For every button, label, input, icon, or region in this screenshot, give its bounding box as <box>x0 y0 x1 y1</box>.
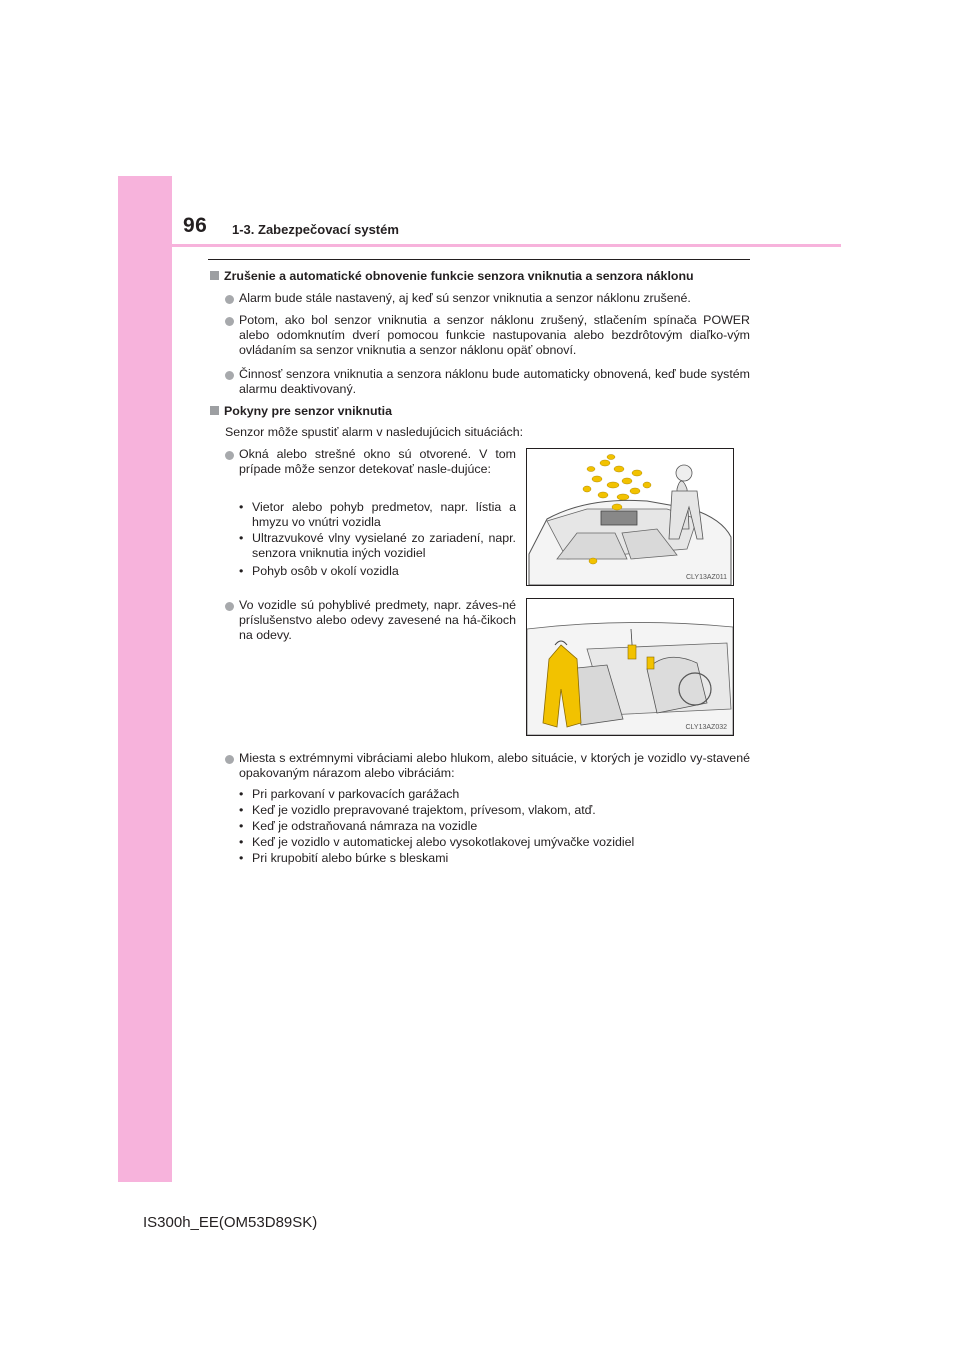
car-leaves-illustration <box>527 449 733 585</box>
sub-item: • Pohyb osôb v okolí vozidla <box>239 564 399 578</box>
round-bullet-icon <box>225 755 234 764</box>
round-bullet-icon <box>225 371 234 380</box>
round-bullet-icon <box>225 602 234 611</box>
round-bullet-icon <box>225 317 234 326</box>
bullet-text: Činnosť senzora vniknutia a senzora náklonu bude automaticky obnovená, keď bude systém alarmu deaktivovaný. <box>239 367 750 397</box>
sub-item: • Keď je vozidlo prepravované trajektom, prívesom, vlakom, atď. <box>239 803 596 817</box>
sub-item: • Vietor alebo pohyb predmetov, napr. lístia a hmyzu vo vnútri vozidla <box>239 500 516 530</box>
bullet-text: Potom, ako bol senzor vniknutia a senzor náklonu zrušený, stlačením spínača POWER alebo odomknutím dverí pomocou funkcie nastupovania alebo bezdrôtovým diaľko-vým ovládaním sa senzor vniknutia a senzor náklonu opäť obnoví. <box>239 313 750 358</box>
sub-item: • Keď je odstraňovaná námraza na vozidle <box>239 819 478 833</box>
section-intro: Senzor môže spustiť alarm v nasledujúcich situáciách: <box>225 425 524 439</box>
bullet-text: Vo vozidle sú pohyblivé predmety, napr. záves-né príslušenstvo alebo odevy zavesené na há-čikoch na odevy. <box>239 598 516 643</box>
sub-item: • Keď je vozidlo v automatickej alebo vysokotlakovej umývačke vozidiel <box>239 835 635 849</box>
sub-item: • Pri krupobití alebo búrke s bleskami <box>239 851 449 865</box>
round-bullet-icon <box>225 451 234 460</box>
round-bullet-icon <box>225 295 234 304</box>
sub-item: • Pri parkovaní v parkovacích garážach <box>239 787 460 801</box>
page-number: 96 <box>183 214 208 237</box>
car-interior-illustration <box>527 599 733 735</box>
sub-item: • Ultrazvukové vlny vysielané zo zariadení, napr. senzora vniknutia iných vozidiel <box>239 531 516 561</box>
content-top-rule <box>208 259 750 260</box>
figure-car-interior <box>526 598 734 736</box>
footer-model-code: IS300h_EE(OM53D89SK) <box>143 1214 318 1231</box>
bullet-text: Okná alebo strešné okno sú otvorené. V tom prípade môže senzor detekovať nasle-dujúce: <box>239 447 516 477</box>
figure-code: CLY13AZ032 <box>685 724 727 731</box>
square-bullet-icon <box>210 406 219 415</box>
square-bullet-icon <box>210 271 219 280</box>
figure-car-sunroof <box>526 448 734 586</box>
section-title: 1-3. Zabezpečovací systém <box>232 222 399 237</box>
header-rule <box>172 244 841 247</box>
section-heading-cancel: Zrušenie a automatické obnovenie funkcie senzora vniknutia a senzora náklonu <box>210 269 694 284</box>
figure-code: CLY13AZ011 <box>686 574 727 581</box>
bullet-text: Alarm bude stále nastavený, aj keď sú senzor vniknutia a senzor náklonu zrušené. <box>239 291 691 305</box>
section-heading-intrusion: Pokyny pre senzor vniknutia <box>210 404 392 419</box>
chapter-tab-sidebar <box>118 176 172 1182</box>
bullet-text: Miesta s extrémnymi vibráciami alebo hlukom, alebo situácie, v ktorých je vozidlo vy-stavené opakovaným nárazom alebo vibráciám: <box>239 751 750 781</box>
